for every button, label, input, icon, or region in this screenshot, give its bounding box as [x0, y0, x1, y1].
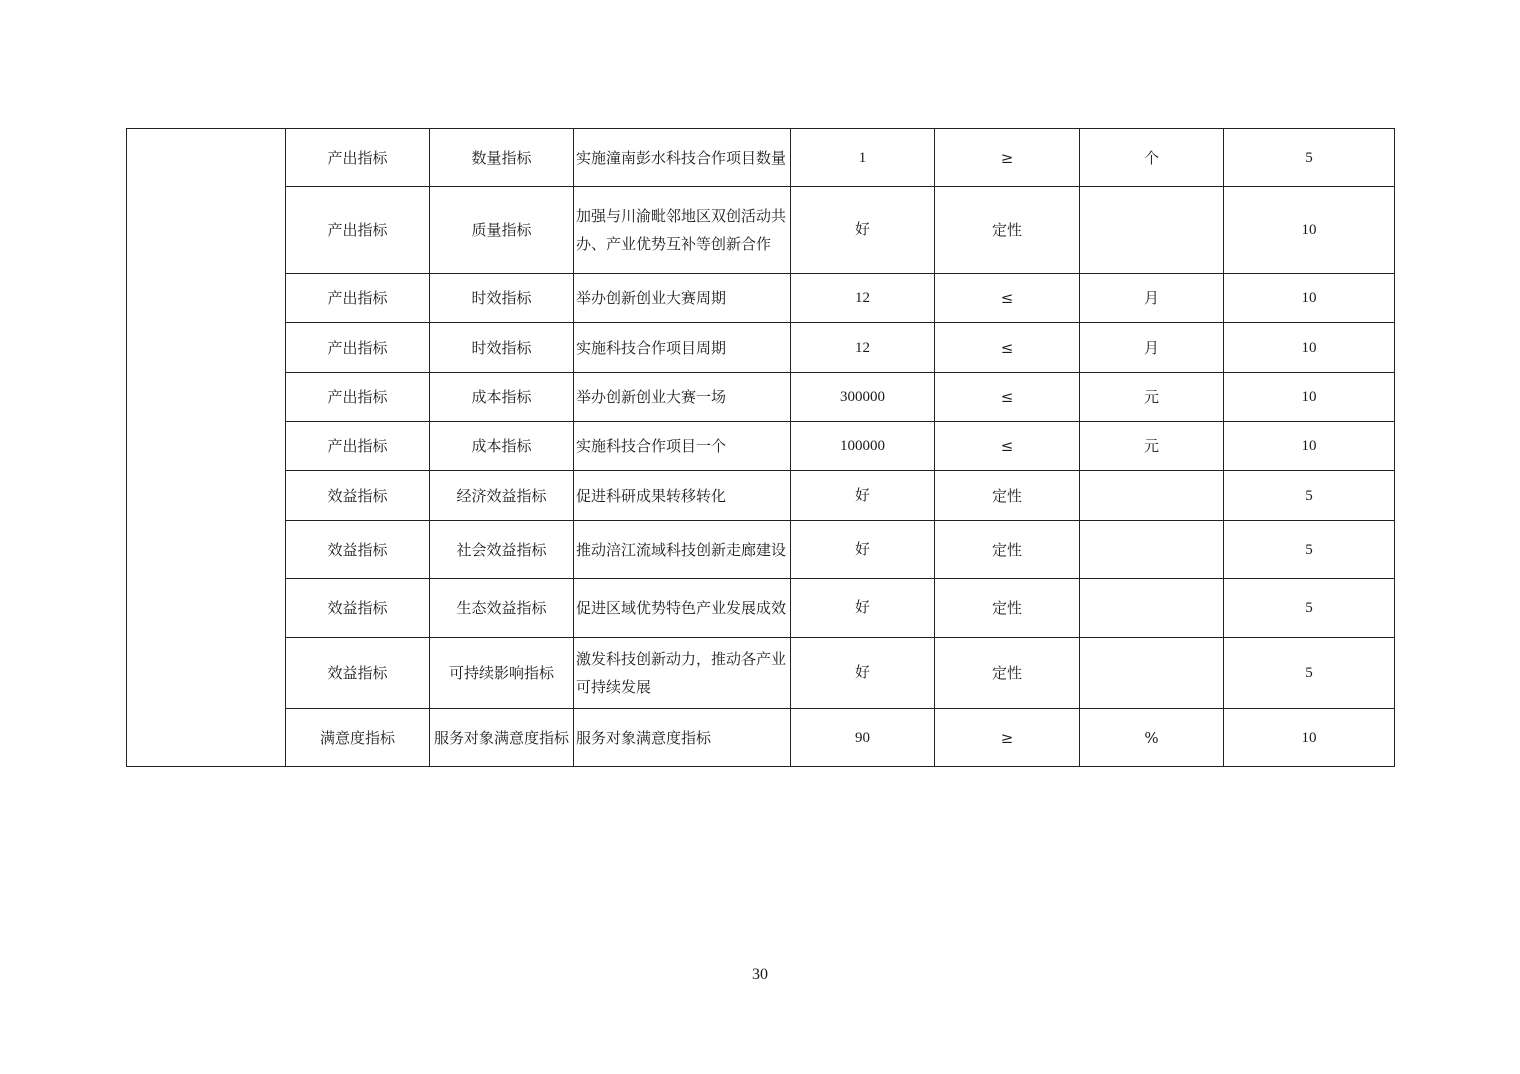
indicator-score-cell: 10	[1224, 373, 1395, 422]
indicator-unit-cell: 元	[1080, 373, 1224, 422]
indicator-unit-cell	[1080, 521, 1224, 579]
indicator-description-cell: 举办创新创业大赛一场	[574, 373, 791, 422]
indicator-description-cell: 推动涪江流域科技创新走廊建设	[574, 521, 791, 579]
indicator-operator-cell: ≤	[935, 422, 1080, 471]
indicator-operator-cell: ≥	[935, 709, 1080, 767]
indicator-operator-cell: 定性	[935, 521, 1080, 579]
level1-indicator-cell: 产出指标	[286, 187, 430, 274]
level1-indicator-cell: 效益指标	[286, 471, 430, 521]
table-row	[127, 422, 1395, 471]
indicator-operator-cell: 定性	[935, 187, 1080, 274]
level1-indicator-cell: 产出指标	[286, 129, 430, 187]
merged-first-column-cell	[127, 129, 286, 767]
level2-indicator-cell: 数量指标	[430, 129, 574, 187]
indicator-description-cell: 加强与川渝毗邻地区双创活动共办、产业优势互补等创新合作	[574, 187, 791, 274]
indicator-description-cell: 激发科技创新动力，推动各产业可持续发展	[574, 638, 791, 709]
table-row	[127, 579, 1395, 638]
level1-indicator-cell: 产出指标	[286, 274, 430, 323]
level2-indicator-cell: 社会效益指标	[430, 521, 574, 579]
indicator-unit-cell	[1080, 187, 1224, 274]
indicator-value-cell: 90	[791, 709, 935, 767]
level2-indicator-cell: 服务对象满意度指标	[430, 709, 574, 767]
indicator-description-cell: 促进科研成果转移转化	[574, 471, 791, 521]
level1-indicator-cell: 效益指标	[286, 638, 430, 709]
table-row	[127, 187, 1395, 274]
indicator-unit-cell	[1080, 638, 1224, 709]
indicator-value-cell: 好	[791, 471, 935, 521]
page-number: 30	[752, 966, 768, 983]
indicator-value-cell: 100000	[791, 422, 935, 471]
indicator-score-cell: 10	[1224, 274, 1395, 323]
level1-indicator-cell: 满意度指标	[286, 709, 430, 767]
indicator-unit-cell: 元	[1080, 422, 1224, 471]
level2-indicator-cell: 生态效益指标	[430, 579, 574, 638]
indicator-operator-cell: ≤	[935, 274, 1080, 323]
indicator-description-cell: 实施科技合作项目一个	[574, 422, 791, 471]
indicator-value-cell: 好	[791, 521, 935, 579]
performance-indicator-table	[126, 128, 1395, 767]
indicator-description-cell: 实施科技合作项目周期	[574, 323, 791, 373]
indicator-score-cell: 10	[1224, 323, 1395, 373]
indicator-operator-cell: 定性	[935, 638, 1080, 709]
level2-indicator-cell: 经济效益指标	[430, 471, 574, 521]
level2-indicator-cell: 时效指标	[430, 274, 574, 323]
indicator-unit-cell: 月	[1080, 274, 1224, 323]
indicator-score-cell: 10	[1224, 187, 1395, 274]
indicator-description-cell: 服务对象满意度指标	[574, 709, 791, 767]
indicator-unit-cell: 月	[1080, 323, 1224, 373]
level1-indicator-cell: 产出指标	[286, 373, 430, 422]
indicator-value-cell: 12	[791, 274, 935, 323]
indicator-score-cell: 5	[1224, 638, 1395, 709]
level2-indicator-cell: 成本指标	[430, 373, 574, 422]
indicator-unit-cell: %	[1080, 709, 1224, 767]
indicator-value-cell: 好	[791, 187, 935, 274]
level2-indicator-cell: 时效指标	[430, 323, 574, 373]
indicator-value-cell: 1	[791, 129, 935, 187]
indicator-unit-cell	[1080, 579, 1224, 638]
indicator-score-cell: 5	[1224, 471, 1395, 521]
indicator-score-cell: 10	[1224, 709, 1395, 767]
indicator-operator-cell: 定性	[935, 471, 1080, 521]
table-row	[127, 129, 1395, 187]
indicator-operator-cell: ≤	[935, 323, 1080, 373]
indicator-score-cell: 5	[1224, 521, 1395, 579]
indicator-description-cell: 促进区域优势特色产业发展成效	[574, 579, 791, 638]
level1-indicator-cell: 产出指标	[286, 323, 430, 373]
indicator-value-cell: 12	[791, 323, 935, 373]
level1-indicator-cell: 产出指标	[286, 422, 430, 471]
table-row	[127, 638, 1395, 709]
table-row	[127, 709, 1395, 767]
level2-indicator-cell: 可持续影响指标	[430, 638, 574, 709]
indicator-score-cell: 10	[1224, 422, 1395, 471]
indicator-description-cell: 举办创新创业大赛周期	[574, 274, 791, 323]
indicator-description-cell: 实施潼南彭水科技合作项目数量	[574, 129, 791, 187]
level1-indicator-cell: 效益指标	[286, 579, 430, 638]
indicator-operator-cell: ≥	[935, 129, 1080, 187]
table-row	[127, 373, 1395, 422]
table-row	[127, 323, 1395, 373]
indicator-operator-cell: ≤	[935, 373, 1080, 422]
indicator-value-cell: 好	[791, 638, 935, 709]
indicator-unit-cell: 个	[1080, 129, 1224, 187]
table-row	[127, 274, 1395, 323]
table-row	[127, 521, 1395, 579]
indicator-score-cell: 5	[1224, 579, 1395, 638]
table-row	[127, 471, 1395, 521]
indicator-operator-cell: 定性	[935, 579, 1080, 638]
level2-indicator-cell: 成本指标	[430, 422, 574, 471]
indicator-unit-cell	[1080, 471, 1224, 521]
level2-indicator-cell: 质量指标	[430, 187, 574, 274]
indicator-value-cell: 300000	[791, 373, 935, 422]
indicator-value-cell: 好	[791, 579, 935, 638]
indicator-score-cell: 5	[1224, 129, 1395, 187]
level1-indicator-cell: 效益指标	[286, 521, 430, 579]
